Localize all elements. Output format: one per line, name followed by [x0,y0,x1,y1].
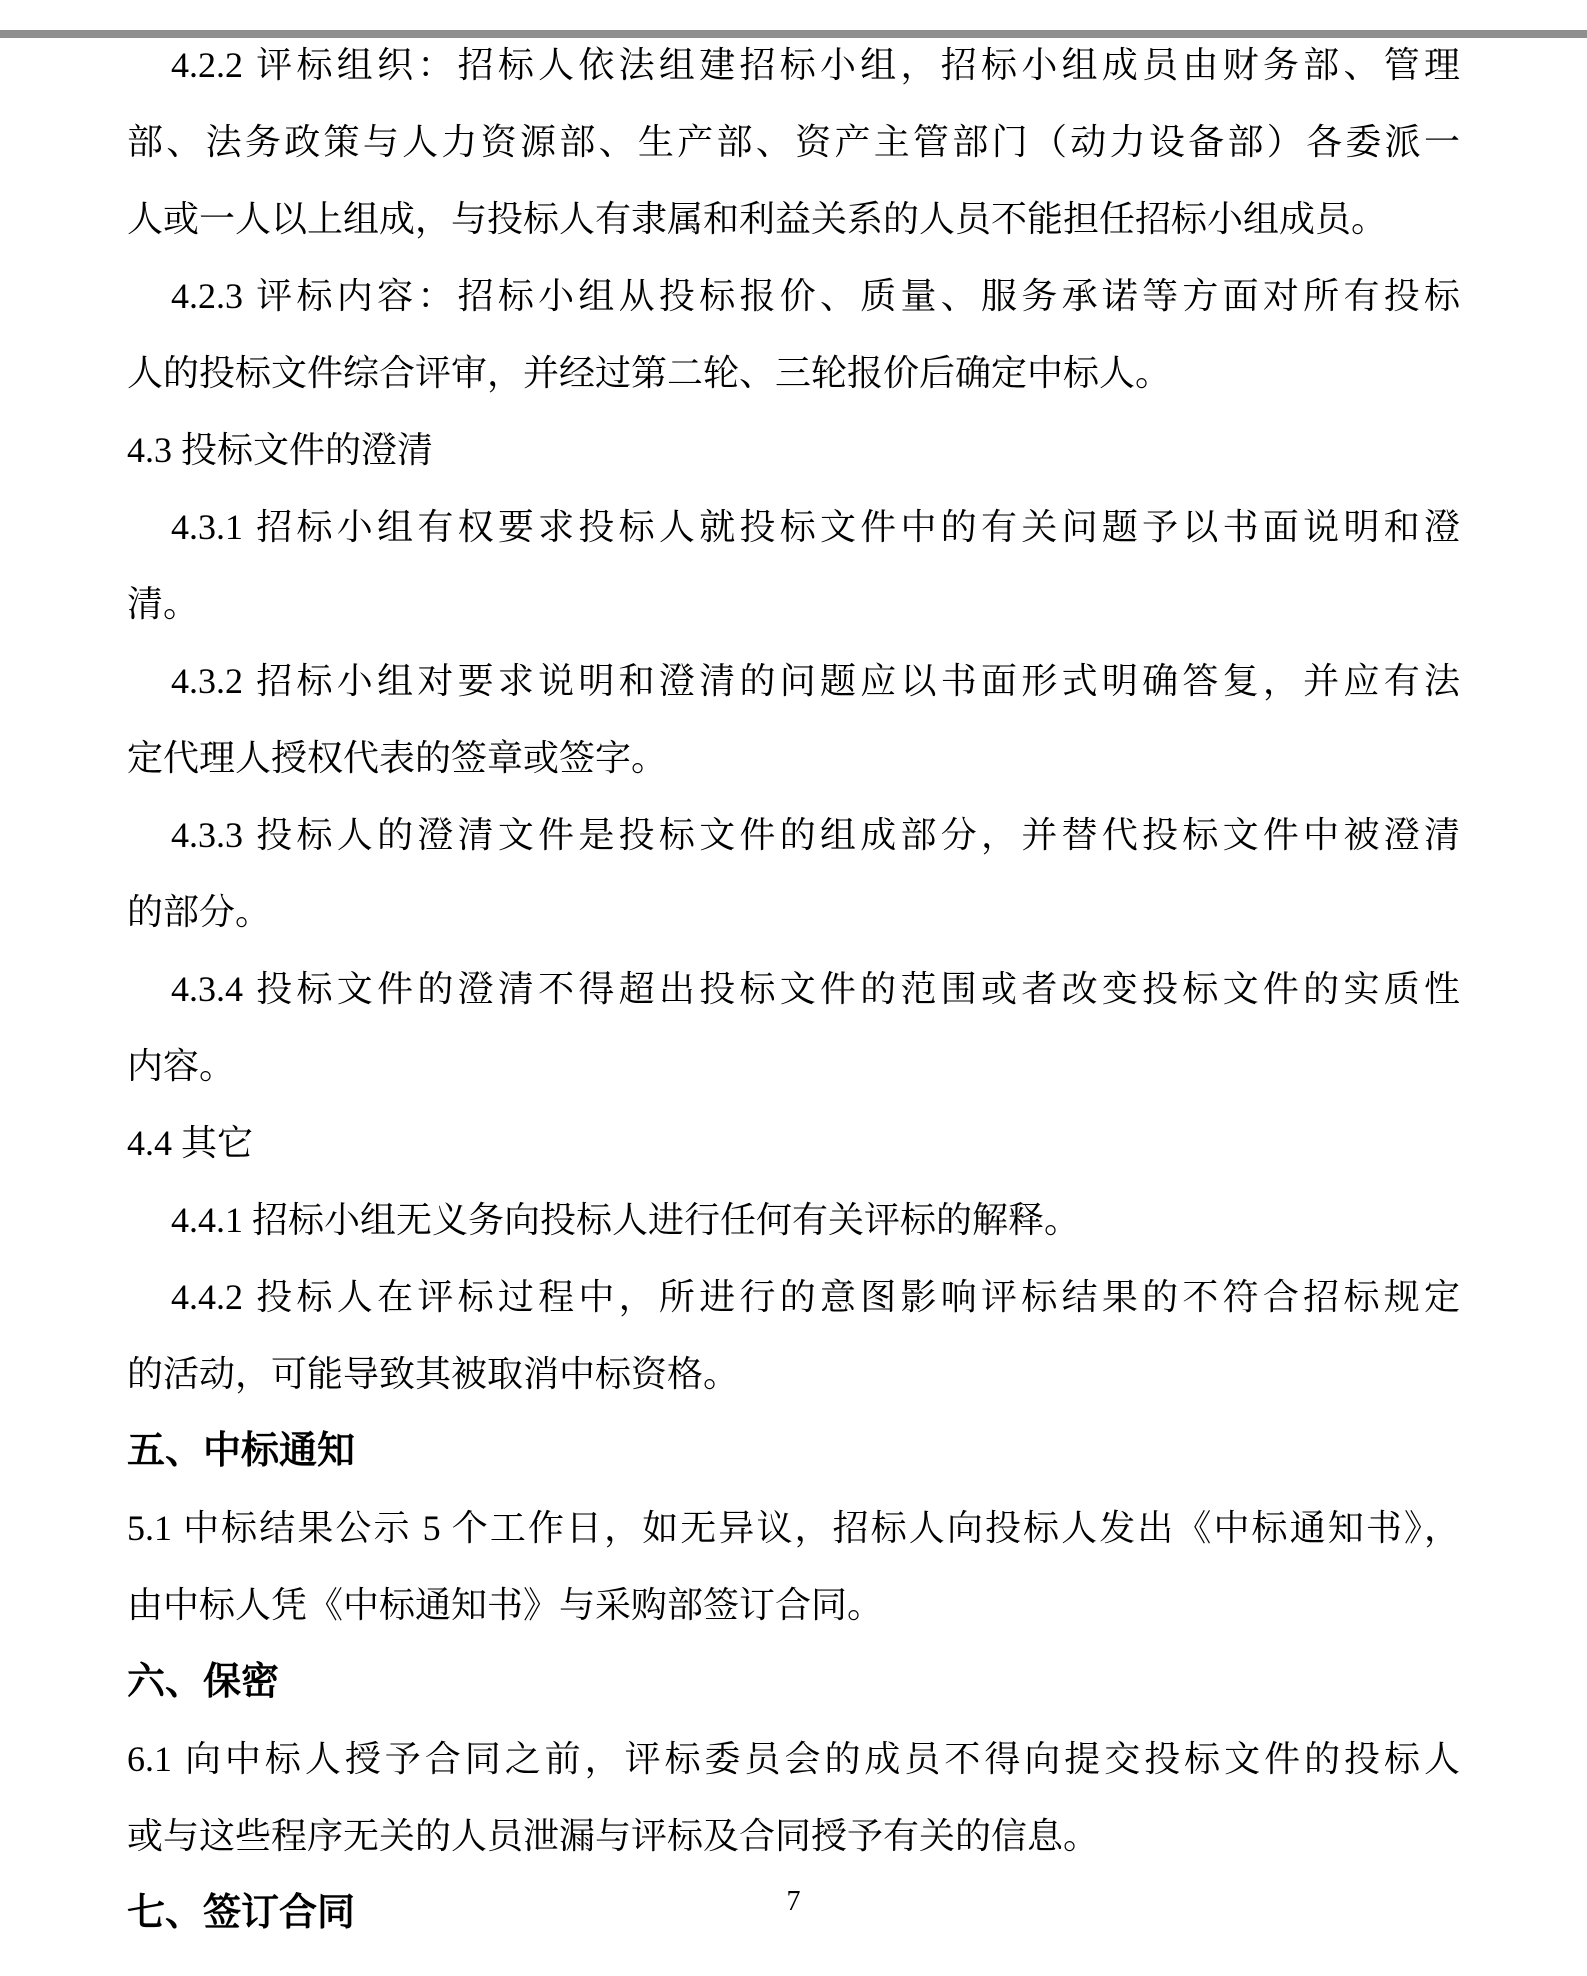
text-line: 清。 [127,584,200,624]
text-line: 4.4.1 招标小组无义务向投标人进行任何有关评标的解释。 [171,1200,1081,1240]
section-heading: 六、保密 [127,1661,280,1703]
text-line: 4.3.3 投标人的澄清文件是投标文件的组成部分，并替代投标文件中被澄清 [171,815,1460,855]
text-line: 4.4 其它 [127,1123,254,1163]
section-heading: 七、签订合同 [127,1892,356,1934]
text-line: 6.1 向中标人授予合同之前，评标委员会的成员不得向提交投标文件的投标人 [127,1739,1460,1779]
text-line: 内容。 [127,1046,236,1086]
text-line: 4.3.2 招标小组对要求说明和澄清的问题应以书面形式明确答复，并应有法 [171,661,1460,701]
text-line: 或与这些程序无关的人员泄漏与评标及合同授予有关的信息。 [127,1816,1100,1856]
text-line: 4.3.1 招标小组有权要求投标人就投标文件中的有关问题予以书面说明和澄 [171,507,1460,547]
text-line: 4.2.3 评标内容：招标小组从投标报价、质量、服务承诺等方面对所有投标 [171,276,1460,316]
text-line: 人或一人以上组成，与投标人有隶属和利益关系的人员不能担任招标小组成员。 [127,199,1388,239]
text-line: 人的投标文件综合评审，并经过第二轮、三轮报价后确定中标人。 [127,353,1172,393]
text-line: 的部分。 [127,892,272,932]
document-body [127,27,1460,1952]
text-line: 定代理人授权代表的签章或签字。 [127,738,668,778]
text-line: 由中标人凭《中标通知书》与采购部签订合同。 [127,1585,884,1625]
text-line: 4.4.2 投标人在评标过程中，所进行的意图影响评标结果的不符合招标规定 [171,1277,1460,1317]
text-line: 部、法务政策与人力资源部、生产部、资产主管部门（动力设备部）各委派一 [127,122,1460,162]
text-line: 5.1 中标结果公示 5 个工作日，如无异议，招标人向投标人发出《中标通知书》， [127,1508,1460,1548]
text-line: 4.3.4 投标文件的澄清不得超出投标文件的范围或者改变投标文件的实质性 [171,969,1460,1009]
text-line: 的活动，可能导致其被取消中标资格。 [127,1354,740,1394]
text-line: 4.2.2 评标组织：招标人依法组建招标小组，招标小组成员由财务部、管理 [171,45,1460,85]
text-line: 4.3 投标文件的澄清 [127,430,434,470]
page-number: 7 [786,1886,801,1917]
section-heading: 五、中标通知 [127,1430,356,1472]
